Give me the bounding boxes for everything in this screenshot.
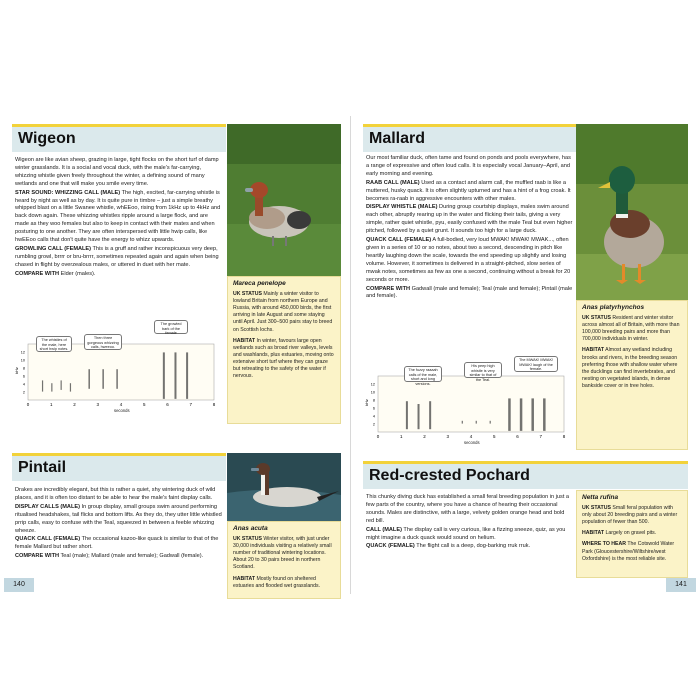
pochard-title: Red-crested Pochard [369, 467, 530, 484]
pintail-title: Pintail [18, 459, 67, 476]
wigeon-sono-ytick: 12 [20, 350, 25, 355]
pochard-where: The Cotswold Water Park (Gloucestershire/Wiltshire/west Oxfordshire) is the most reliable site. [582, 541, 675, 562]
wigeon-sono-ytick: 4 [22, 382, 25, 387]
mallard-sono-trace [508, 398, 511, 430]
pochard-status: Small feral population with only about 20 breeding pairs and a winter population of fewer than 500. [582, 505, 678, 526]
mallard-status-key: UK STATUS [582, 315, 611, 322]
wigeon-sono-ytick: 10 [20, 358, 25, 363]
wigeon-sono-xtick: 4 [119, 402, 123, 407]
wigeon-star-text: The high, excited, far-carrying whistle is heard by night as well as by day. It is quite pure in timbre – just a simple breathy whipped blast on a little Swanee whistle, whEEoo, rising from 1kHz up to 4kHz and back down again. These whizzing whistles ripple around a large flock, and are made as they woo females but also to keep in contact with their mates and when posturing to one another. They are often interspersed with little hwip calls, like hwEEoo calls that don't quite have the energy to whizz upwards. [15, 189, 221, 244]
pochard-title-bar [363, 461, 688, 489]
pochard-quack-term: QUACK (FEMALE) [366, 543, 415, 550]
wigeon-sono-xtick: 8 [212, 402, 216, 407]
mallard-illustration [576, 124, 688, 300]
wigeon-intro: Wigeon are like avian sheep, grazing in large, tight flocks on the short turf of damp winter grasslands. It is a social and vocal duck, with the male's far-carrying, whizzing whistle given freely throughout the winter, a defining sound of many wetlands and one that will make you smile every time. [15, 157, 219, 187]
mallard-sono-xtick: 3 [446, 434, 450, 439]
mallard-habitat-key: HABITAT [582, 347, 604, 354]
pintail-display-term: DISPLAY CALLS (MALE) [15, 503, 80, 510]
pochard-body [366, 494, 574, 552]
wigeon-sono-trace [174, 352, 176, 398]
pochard-where-key: WHERE TO HEAR [582, 541, 626, 548]
wigeon-sono-trace [116, 369, 118, 389]
wigeon-title-bar [12, 124, 226, 152]
pintail-quack-text: The occasional kazoo-like quack is similar to that of the female Mallard but rather short. [15, 536, 219, 551]
mallard-sono-ytick: 6 [372, 406, 375, 411]
pochard-status-key: UK STATUS [582, 505, 611, 512]
wigeon-sono-trace [70, 383, 71, 391]
mallard-sono-ytick: 4 [372, 414, 375, 419]
wigeon-body [15, 157, 223, 280]
mallard-sono-trace [406, 401, 408, 429]
pochard-intro: This chunky diving duck has established a small feral breeding population in just a few parts of the country, where you have a chance of hearing their occasional sounds. Males are distinctive, with a large, velvety golden orange head and bold red bill. [366, 494, 570, 524]
mallard-compare-text: Gadwall (male and female); Teal (male and female); Pintail (male and female). [366, 285, 573, 300]
mallard-sono-trace [462, 421, 463, 424]
pintail-intro: Drakes are incredibly elegant, but this is rather a quiet, shy wintering duck of wild places, and it is often too distant to be able to hear the male's faint display calls. [15, 487, 216, 501]
mallard-sono-ytick: 12 [370, 382, 375, 387]
wigeon-species: Mareca penelope [233, 280, 286, 287]
mallard-title-bar [363, 124, 576, 152]
pintail-illustration [227, 453, 341, 521]
pochard-habitat-key: HABITAT [582, 530, 604, 537]
wigeon-sono-ytick: 2 [22, 390, 25, 395]
wigeon-sono-xtick: 0 [26, 402, 30, 407]
page-number-right: 141 [666, 578, 696, 592]
mallard-sono-ytick: 10 [370, 390, 375, 395]
wigeon-sono-trace [186, 352, 188, 398]
mallard-caption [576, 300, 688, 450]
mallard-sono-xtick: 6 [516, 434, 519, 439]
mallard-species: Anas platyrhynchos [582, 304, 645, 311]
pintail-compare-text: Teal (male); Mallard (male and female); Gadwall (female). [60, 553, 204, 560]
mallard-sonogram [364, 352, 574, 447]
wigeon-sono-xtick: 1 [49, 402, 53, 407]
mallard-callout-2: His peep high whistle is very similar to that of the Teal. [464, 362, 502, 378]
mallard-title: Mallard [369, 130, 426, 147]
mallard-raab-text: Used as a contact and alarm call, the muffled raab is like a muttered, husky quack. It is often slightly upturned and has a hint of a frog croak. It becomes ra-raab in aggressive encounters with other males. [366, 179, 571, 202]
mallard-callout-3: The MWAK! MWAK! MWAK! laugh of the female. [514, 356, 558, 372]
pochard-quack-text: The flight call is a deep, dog-barking rruk rruk. [416, 543, 531, 550]
wigeon-callout-1: The whistles of the male, here short hwip notes. [36, 336, 72, 352]
pochard-call-text: The display call is very curious, like a fizzing sneeze, quiz, as you might imagine a duck quack would sound on helium. [366, 526, 566, 541]
pintail-compare-term: COMPARE WITH [15, 553, 60, 560]
mallard-xlabel: seconds [464, 440, 480, 445]
wigeon-star-term: STAR SOUND: WHIZZING CALL (MALE) [15, 189, 121, 196]
wigeon-sono-xtick: 2 [73, 402, 76, 407]
mallard-sono-trace [543, 398, 546, 430]
pintail-body [15, 487, 223, 562]
mallard-sono-trace [429, 401, 431, 429]
pochard-caption [576, 490, 688, 578]
pintail-status: Winter visitor, with just under 30,000 individuals visiting a relatively small number of traditional wintering locations. About 20 to 30 pairs breed in northern Scotland. [233, 536, 332, 571]
mallard-display-term: DISPLAY WHISTLE (MALE) [366, 204, 438, 211]
mallard-sono-trace [520, 398, 523, 430]
wigeon-habitat-key: HABITAT [233, 337, 255, 344]
mallard-sono-ylabel: kHz [364, 399, 369, 406]
wigeon-habitat: In winter, favours large open wetlands such as broad river valleys, levels and washlands, plus estuaries, moving onto extensive short turf where they can graze but retreating to the safety of the water if nervous. [233, 337, 334, 380]
wigeon-sono-xtick: 5 [142, 402, 146, 407]
mallard-sono-ytick: 2 [372, 422, 375, 427]
wigeon-sonogram [14, 320, 224, 415]
wigeon-growl-text: This is a gruff and rather inconspicuous very deep, rumbling growl, brrrr or bru-brrrr, sometimes repeated again and again when being chased in flight by overzealous males, or uttered in duet with her mate. [15, 245, 219, 268]
pintail-photo [227, 453, 341, 521]
page-number-left: 140 [4, 578, 34, 592]
pochard-species: Netta rufina [582, 494, 619, 501]
mallard-sono-xtick: 2 [423, 434, 426, 439]
pintail-title-bar [12, 453, 226, 481]
mallard-photo [576, 124, 688, 300]
wigeon-sono-trace [163, 352, 165, 398]
mallard-sono-trace [418, 404, 420, 429]
wigeon-sono-xtick: 3 [96, 402, 100, 407]
mallard-sono-xtick: 1 [399, 434, 403, 439]
pintail-habitat: Mostly found on sheltered estuaries and flooded wet grasslands. [233, 575, 321, 589]
wigeon-sono-xtick: 6 [166, 402, 169, 407]
mallard-sono-xtick: 8 [562, 434, 566, 439]
pintail-species: Anas acuta [233, 525, 268, 532]
wigeon-compare-text: Elder (males). [60, 270, 96, 277]
mallard-compare-term: COMPARE WITH [366, 285, 411, 292]
mallard-intro: Our most familiar duck, often tame and found on ponds and pools everywhere, has a range of expressive and often loud calls. It is especially vocal January–April, and early morning and evening. [366, 155, 571, 177]
wigeon-status: Mainly a winter visitor to lowland Britain from northern Europe and Russia, with around 450,000 birds, the first arriving in late August and some staying until April. Just 300–500 pairs stay to breed on Scottish lochs. [233, 291, 333, 333]
mallard-sono-xtick: 5 [492, 434, 496, 439]
wigeon-sono-trace [51, 383, 52, 391]
wigeon-sono-xtick: 7 [189, 402, 193, 407]
mallard-sono-xtick: 7 [539, 434, 543, 439]
mallard-sono-xtick: 0 [376, 434, 380, 439]
mallard-quack-term: QUACK CALL (FEMALE) [366, 237, 432, 244]
pintail-display-text: In group display, small groups swim around performing ritualised headshakes, tail flicks and bottom lifts. As they do, they utter little whistled prrip calls, easy to confuse with the Teal, squeezed in between a feeble whizzing wheeze. [15, 503, 222, 534]
wigeon-sono-ylabel: kHz [14, 367, 19, 374]
mallard-sono-xtick: 4 [469, 434, 473, 439]
pintail-status-key: UK STATUS [233, 536, 262, 543]
wigeon-sono-trace [88, 369, 90, 389]
wigeon-sono-trace [61, 380, 62, 390]
gutter [350, 116, 351, 594]
mallard-quack-text: A full-bodied, very loud MWAK! MWAK! MWAK..., often given in a series of 10 or so notes, about two a second, descending in pitch like heartily laughing down the scale, towards the end speeding up slightly and losing volume. However, it sometimes is delivered in a straight-pitched, slow series of mwak notes, sometimes as few as one a second, continuing without a break for 20 seconds or more. [366, 237, 571, 283]
wigeon-growl-term: GROWLING CALL (FEMALE) [15, 245, 92, 252]
mallard-callout-1: The fuzzy raaaah calls of the male, short and long versions. [404, 366, 442, 382]
pochard-call-term: CALL (MALE) [366, 526, 402, 533]
mallard-sono-trace [531, 398, 534, 430]
pintail-quack-term: QUACK CALL (FEMALE) [15, 536, 81, 543]
wigeon-caption [227, 276, 341, 424]
wigeon-photo [227, 124, 341, 276]
wigeon-illustration [227, 124, 341, 276]
mallard-habitat: Almost any wetland including brooks and rivers, in the breeding season preferring those with shallow water where the ducklings can find invertebrates, and nesting on vegetated islands, in dense bankside cover or in tree holes. [582, 347, 678, 389]
pochard-habitat: Largely on gravel pits. [605, 530, 657, 537]
mallard-sono-frame [378, 376, 564, 432]
mallard-sono-trace [490, 421, 491, 424]
wigeon-callout-3: The growled bark of the female [154, 320, 188, 334]
wigeon-compare-term: COMPARE WITH [15, 270, 60, 277]
wigeon-sono-trace [102, 369, 104, 389]
wigeon-xlabel: seconds [114, 408, 130, 413]
mallard-sono-ytick: 8 [372, 398, 375, 403]
wigeon-sono-trace [42, 380, 43, 391]
pintail-caption [227, 521, 341, 599]
wigeon-sono-ytick: 8 [22, 366, 25, 371]
mallard-display-text: During group courtship displays, males swim around each other, abruptly rearing up in the water and flicking their tails, giving a very simple, rather quiet whistle, pyu, easily confused with the male Teal but even higher pitched, followed by a quiet grunt. It sounds too high for a large duck. [366, 204, 573, 235]
wigeon-sono-ytick: 6 [22, 374, 25, 379]
wigeon-callout-2: Then three gorgeous whizzing calls, hweeoo. [84, 334, 122, 350]
mallard-body [366, 155, 574, 302]
mallard-sono-trace [476, 421, 477, 424]
mallard-raab-term: RAAB CALL (MALE) [366, 179, 420, 186]
wigeon-status-key: UK STATUS [233, 291, 262, 298]
wigeon-title: Wigeon [18, 130, 76, 147]
mallard-status: Resident and winter visitor across almost all of Britain, with more than 100,000 breeding pairs and more than 700,000 individuals in winter. [582, 315, 680, 343]
pintail-habitat-key: HABITAT [233, 575, 255, 582]
